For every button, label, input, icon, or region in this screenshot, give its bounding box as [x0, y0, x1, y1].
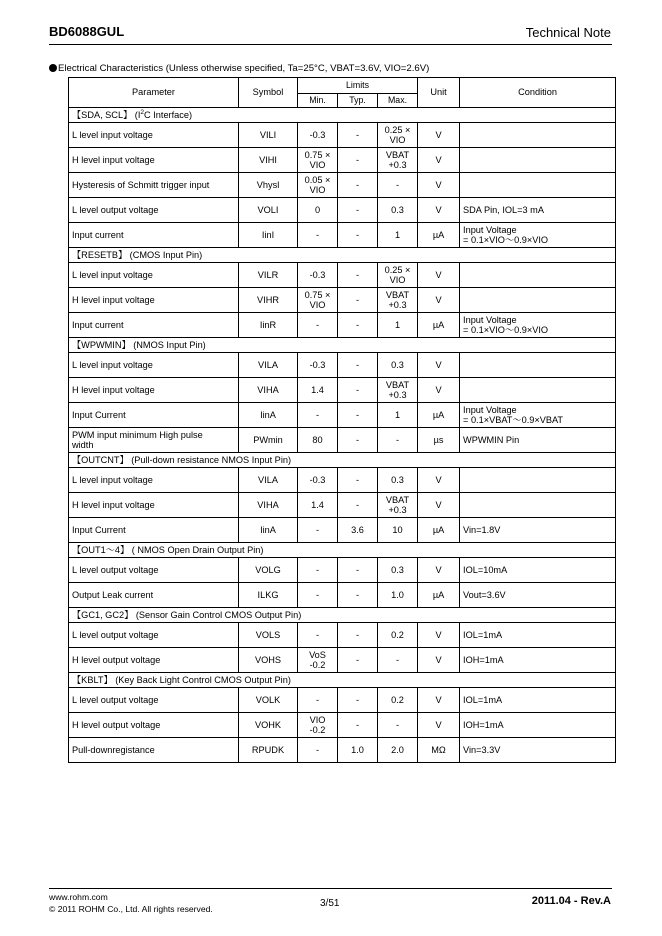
revision-label: 2011.04 - Rev.A — [531, 895, 611, 907]
condition-cell — [460, 263, 616, 288]
min-cell: 0 — [298, 198, 338, 223]
table-row — [69, 648, 616, 673]
condition-cell — [460, 123, 616, 148]
typ-cell: - — [338, 263, 378, 288]
typ-cell: - — [338, 623, 378, 648]
table-row — [69, 263, 616, 288]
typ-cell: - — [338, 468, 378, 493]
group-header-row — [69, 453, 616, 468]
typ-cell: - — [338, 313, 378, 338]
unit-cell: V — [418, 493, 460, 518]
condition-cell: SDA Pin, IOL=3 mA — [460, 198, 616, 223]
group-header-row — [69, 338, 616, 353]
condition-cell — [460, 378, 616, 403]
typ-cell: - — [338, 223, 378, 248]
max-cell: - — [378, 428, 418, 453]
group-header-row — [69, 673, 616, 688]
unit-cell: V — [418, 123, 460, 148]
typ-cell: - — [338, 648, 378, 673]
parameter-cell: H level input voltage — [69, 148, 239, 173]
section-title-text: Electrical Characteristics (Unless otherwise specified, Ta=25°C, VBAT=3.6V, VIO=2.6V) — [58, 63, 430, 74]
parameter-cell: L level input voltage — [69, 353, 239, 378]
condition-cell: IOH=1mA — [460, 713, 616, 738]
table-row — [69, 493, 616, 518]
condition-cell: IOL=1mA — [460, 688, 616, 713]
table-row — [69, 623, 616, 648]
symbol-cell: PWmin — [239, 428, 298, 453]
min-cell: - — [298, 583, 338, 608]
unit-cell: V — [418, 263, 460, 288]
parameter-cell: H level output voltage — [69, 648, 239, 673]
col-header-limits: Limits — [298, 78, 418, 94]
min-cell: - — [298, 738, 338, 763]
table-row — [69, 403, 616, 428]
max-cell: 0.3 — [378, 558, 418, 583]
parameter-cell: Input current — [69, 313, 239, 338]
col-header-typ: Typ. — [338, 94, 378, 108]
min-cell: -0.3 — [298, 263, 338, 288]
min-cell: - — [298, 518, 338, 543]
symbol-cell: VIHA — [239, 378, 298, 403]
table-row — [69, 313, 616, 338]
symbol-cell: VOLS — [239, 623, 298, 648]
condition-cell: Vout=3.6V — [460, 583, 616, 608]
min-cell: 1.4 — [298, 378, 338, 403]
unit-cell: V — [418, 173, 460, 198]
min-cell: - — [298, 558, 338, 583]
group-title: 【OUT1～4】 ( NMOS Open Drain Output Pin) — [69, 543, 616, 558]
min-cell: -0.3 — [298, 468, 338, 493]
condition-cell: IOL=1mA — [460, 623, 616, 648]
max-cell: 0.2 — [378, 623, 418, 648]
group-header-row — [69, 543, 616, 558]
min-cell: 1.4 — [298, 493, 338, 518]
table-row — [69, 198, 616, 223]
group-header-row — [69, 108, 616, 123]
symbol-cell: IinA — [239, 518, 298, 543]
symbol-cell: VIHA — [239, 493, 298, 518]
unit-cell: V — [418, 623, 460, 648]
typ-cell: 3.6 — [338, 518, 378, 543]
min-cell: - — [298, 688, 338, 713]
max-cell: 0.25 × VIO — [378, 123, 418, 148]
max-cell: VBAT +0.3 — [378, 378, 418, 403]
unit-cell: V — [418, 688, 460, 713]
group-title-text: 【SDA, SCL】 (I — [72, 109, 141, 120]
min-cell: - — [298, 313, 338, 338]
group-title-text: C Interface) — [144, 109, 193, 120]
max-cell: VBAT +0.3 — [378, 288, 418, 313]
symbol-cell: RPUDK — [239, 738, 298, 763]
group-title: 【GC1, GC2】 (Sensor Gain Control CMOS Output Pin) — [69, 608, 616, 623]
table-row — [69, 288, 616, 313]
unit-cell: MΩ — [418, 738, 460, 763]
parameter-cell: Pull-downregistance — [69, 738, 239, 763]
parameter-cell: Hysteresis of Schmitt trigger input — [69, 173, 239, 198]
symbol-cell: VOLI — [239, 198, 298, 223]
document-type: Technical Note — [525, 25, 611, 40]
condition-cell — [460, 468, 616, 493]
symbol-cell: VOHK — [239, 713, 298, 738]
min-cell: 80 — [298, 428, 338, 453]
min-cell: - — [298, 223, 338, 248]
typ-cell: - — [338, 558, 378, 583]
unit-cell: V — [418, 148, 460, 173]
col-header-min: Min. — [298, 94, 338, 108]
col-header-max: Max. — [378, 94, 418, 108]
group-title: 【RESETB】 (CMOS Input Pin) — [69, 248, 616, 263]
symbol-cell: VOHS — [239, 648, 298, 673]
typ-cell: - — [338, 403, 378, 428]
condition-cell — [460, 173, 616, 198]
condition-cell: Input Voltage = 0.1×VIO～0.9×VIO — [460, 223, 616, 248]
condition-cell — [460, 148, 616, 173]
section-title — [49, 63, 429, 74]
max-cell: 1 — [378, 403, 418, 428]
max-cell: - — [378, 648, 418, 673]
parameter-cell: Output Leak current — [69, 583, 239, 608]
max-cell: 2.0 — [378, 738, 418, 763]
min-cell: 0.05 × VIO — [298, 173, 338, 198]
table-row — [69, 353, 616, 378]
max-cell: 1.0 — [378, 583, 418, 608]
unit-cell: V — [418, 558, 460, 583]
typ-cell: - — [338, 123, 378, 148]
table-row — [69, 713, 616, 738]
unit-cell: µA — [418, 518, 460, 543]
typ-cell: - — [338, 353, 378, 378]
col-header-condition: Condition — [460, 78, 616, 108]
condition-cell: Input Voltage = 0.1×VBAT～0.9×VBAT — [460, 403, 616, 428]
parameter-cell: Input Current — [69, 403, 239, 428]
symbol-cell: VILA — [239, 468, 298, 493]
max-cell: - — [378, 713, 418, 738]
condition-cell: IOH=1mA — [460, 648, 616, 673]
parameter-cell: L level output voltage — [69, 558, 239, 583]
group-title: 【KBLT】 (Key Back Light Control CMOS Output Pin) — [69, 673, 616, 688]
typ-cell: - — [338, 198, 378, 223]
col-header-parameter: Parameter — [69, 78, 239, 108]
footer-website: www.rohm.com — [49, 892, 108, 902]
max-cell: 1 — [378, 313, 418, 338]
parameter-cell: L level output voltage — [69, 623, 239, 648]
typ-cell: 1.0 — [338, 738, 378, 763]
table-row — [69, 223, 616, 248]
parameter-cell: H level input voltage — [69, 378, 239, 403]
parameter-cell: L level output voltage — [69, 688, 239, 713]
condition-cell: Vin=1.8V — [460, 518, 616, 543]
condition-cell — [460, 353, 616, 378]
table-row — [69, 518, 616, 543]
max-cell: 0.3 — [378, 468, 418, 493]
table-row — [69, 173, 616, 198]
parameter-cell: Input Current — [69, 518, 239, 543]
table-row — [69, 378, 616, 403]
table-row — [69, 123, 616, 148]
table-row — [69, 558, 616, 583]
unit-cell: V — [418, 353, 460, 378]
footer-rule — [49, 888, 612, 889]
typ-cell: - — [338, 583, 378, 608]
condition-cell: Vin=3.3V — [460, 738, 616, 763]
unit-cell: V — [418, 378, 460, 403]
max-cell: 0.3 — [378, 198, 418, 223]
max-cell: 0.25 × VIO — [378, 263, 418, 288]
unit-cell: V — [418, 288, 460, 313]
group-title — [69, 108, 616, 123]
typ-cell: - — [338, 148, 378, 173]
typ-cell: - — [338, 688, 378, 713]
condition-cell: Input Voltage = 0.1×VIO～0.9×VIO — [460, 313, 616, 338]
unit-cell: V — [418, 468, 460, 493]
table-row — [69, 738, 616, 763]
typ-cell: - — [338, 428, 378, 453]
condition-cell — [460, 493, 616, 518]
max-cell: VBAT +0.3 — [378, 148, 418, 173]
parameter-cell: H level output voltage — [69, 713, 239, 738]
bullet-icon — [49, 64, 57, 72]
symbol-cell: ILKG — [239, 583, 298, 608]
unit-cell: V — [418, 198, 460, 223]
min-cell: - — [298, 623, 338, 648]
condition-cell: WPWMIN Pin — [460, 428, 616, 453]
parameter-cell: Input current — [69, 223, 239, 248]
symbol-cell: Vhysl — [239, 173, 298, 198]
table-row — [69, 428, 616, 453]
unit-cell: µA — [418, 223, 460, 248]
typ-cell: - — [338, 173, 378, 198]
parameter-cell: H level input voltage — [69, 288, 239, 313]
unit-cell: µA — [418, 313, 460, 338]
header-rule — [49, 44, 612, 45]
symbol-cell: VIHR — [239, 288, 298, 313]
footer-copyright: © 2011 ROHM Co., Ltd. All rights reserved. — [49, 904, 213, 914]
table-row — [69, 468, 616, 493]
group-title: 【OUTCNT】 (Pull-down resistance NMOS Input Pin) — [69, 453, 616, 468]
condition-cell — [460, 288, 616, 313]
col-header-unit: Unit — [418, 78, 460, 108]
symbol-cell: VILI — [239, 123, 298, 148]
symbol-cell: IinI — [239, 223, 298, 248]
symbol-cell: VILA — [239, 353, 298, 378]
unit-cell: V — [418, 648, 460, 673]
typ-cell: - — [338, 493, 378, 518]
symbol-cell: IinR — [239, 313, 298, 338]
unit-cell: µA — [418, 583, 460, 608]
min-cell: VoS -0.2 — [298, 648, 338, 673]
group-title-superscript: 2 — [140, 108, 145, 116]
unit-cell: µs — [418, 428, 460, 453]
electrical-characteristics-table — [68, 77, 616, 763]
unit-cell: V — [418, 713, 460, 738]
condition-cell: IOL=10mA — [460, 558, 616, 583]
page-number: 3/51 — [320, 898, 340, 909]
group-header-row — [69, 248, 616, 263]
parameter-cell: PWM input minimum High pulse width — [69, 428, 239, 453]
symbol-cell: VIHI — [239, 148, 298, 173]
max-cell: - — [378, 173, 418, 198]
min-cell: 0.75 × VIO — [298, 148, 338, 173]
symbol-cell: IinA — [239, 403, 298, 428]
typ-cell: - — [338, 378, 378, 403]
table-row — [69, 148, 616, 173]
symbol-cell: VOLG — [239, 558, 298, 583]
parameter-cell: L level output voltage — [69, 198, 239, 223]
symbol-cell: VILR — [239, 263, 298, 288]
max-cell: 0.2 — [378, 688, 418, 713]
parameter-cell: L level input voltage — [69, 263, 239, 288]
unit-cell: µA — [418, 403, 460, 428]
min-cell: 0.75 × VIO — [298, 288, 338, 313]
parameter-cell: L level input voltage — [69, 123, 239, 148]
typ-cell: - — [338, 288, 378, 313]
table-row — [69, 583, 616, 608]
max-cell: 10 — [378, 518, 418, 543]
group-title: 【WPWMIN】 (NMOS Input Pin) — [69, 338, 616, 353]
max-cell: VBAT +0.3 — [378, 493, 418, 518]
max-cell: 1 — [378, 223, 418, 248]
parameter-cell: L level input voltage — [69, 468, 239, 493]
group-header-row — [69, 608, 616, 623]
table-row — [69, 688, 616, 713]
parameter-cell: H level input voltage — [69, 493, 239, 518]
max-cell: 0.3 — [378, 353, 418, 378]
symbol-cell: VOLK — [239, 688, 298, 713]
col-header-symbol: Symbol — [239, 78, 298, 108]
min-cell: - — [298, 403, 338, 428]
document-id: BD6088GUL — [49, 24, 125, 39]
typ-cell: - — [338, 713, 378, 738]
min-cell: -0.3 — [298, 123, 338, 148]
min-cell: VIO -0.2 — [298, 713, 338, 738]
min-cell: -0.3 — [298, 353, 338, 378]
